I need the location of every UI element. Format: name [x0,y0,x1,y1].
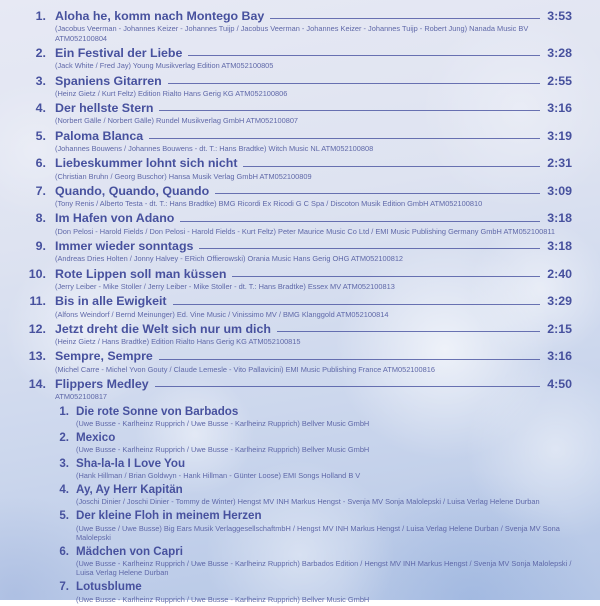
track-title-line [55,184,572,198]
medley-body [76,457,572,481]
track-duration: 2:40 [547,266,572,281]
medley-number: 4. [59,483,69,497]
track-row [20,101,572,126]
track-number: 8. [35,211,46,226]
track-row [20,322,572,347]
track-body [55,322,572,347]
track-row [20,239,572,264]
leader-line [180,220,540,222]
track-body [55,156,572,181]
track-number: 11. [29,294,46,309]
leader-line [159,109,540,111]
track-duration: 2:55 [547,73,572,88]
track-title: Rote Lippen soll man küssen [55,266,227,281]
leader-line [168,82,540,84]
track-title-line [55,349,572,363]
track-body [55,46,572,71]
track-credits: (Tony Renis / Alberto Testa - dt. T.: Hans Bradtke) BMG Ricordi Ex Ricodi G C Spa / Discoton Musik Edition GmbH ATM052100810 [55,199,483,209]
leader-line [155,385,541,387]
track-title-line [55,156,572,170]
track-title: Paloma Blanca [55,128,144,143]
medley-row [55,457,572,481]
medley-title: Der kleine Floh in meinem Herzen [76,509,262,523]
track-body [55,9,572,43]
leader-line [243,165,540,167]
medley-row [55,483,572,507]
medley-number: 5. [59,509,69,523]
track-row [20,267,572,292]
medley-credits: (Joschi Dinier / Joschi Dinier - Tommy de Winter) Hengst MV INH Markus Hengst - Svenja MV Sonja Malolepski / Luisa Verlag Helene Durban [76,497,540,507]
track-credits: (Norbert Gälle / Norbert Gälle) Rundel Musikverlag GmbH ATM052100807 [55,116,299,126]
track-row [20,46,572,71]
track-title-line [55,322,572,336]
medley-list [55,405,572,604]
track-number: 1. [35,9,46,23]
track-number: 6. [35,156,46,171]
track-title: Sempre, Sempre [55,349,153,364]
track-title-line [55,129,572,143]
track-title-line [55,9,572,23]
track-title-line [55,46,572,60]
medley-credits: (Uwe Busse - Karlheinz Rupprich / Uwe Busse - Karlheinz Rupprich) Bellver Music GmbH [76,445,370,455]
track-body [55,184,572,209]
track-number: 12. [28,321,46,336]
medley-number: 2. [59,430,69,444]
medley-row [55,509,572,542]
track-body [55,294,572,319]
medley-row [55,405,572,429]
track-title-line [55,101,572,115]
medley-body [76,431,572,455]
medley-body [76,509,572,542]
track-credits: (Christian Bruhn / Georg Buschor) Hansa Musik Verlag GmbH ATM052100809 [55,171,312,181]
track-duration: 4:50 [547,377,572,392]
medley-credits: (Uwe Busse - Karlheinz Rupprich / Uwe Busse - Karlheinz Rupprich) Bellver Music GmbH [76,594,370,604]
track-row [20,349,572,374]
medley-title: Sha-la-la I Love You [76,456,186,470]
track-credits: (Jack White / Fred Jay) Young Musikverlag Edition ATM052100805 [55,61,274,71]
track-row [20,74,572,99]
track-title-line [55,377,572,391]
medley-title: Mädchen von Capri [76,544,183,558]
medley-body [76,405,572,429]
medley-number: 1. [59,404,69,418]
medley-row [55,545,572,578]
track-credits: ATM052100817 [55,392,108,402]
track-title: Jetzt dreht die Welt sich nur um dich [55,321,271,336]
track-credits: (Heinz Gietz / Kurt Feltz) Edition Rialto Hans Gerig KG ATM052100806 [55,88,288,98]
medley-body [76,580,572,604]
medley-credits: (Uwe Busse - Karlheinz Rupprich / Uwe Busse - Karlheinz Rupprich) Bellver Music GmbH [76,418,370,428]
leader-line [232,275,540,277]
leader-line [159,358,540,360]
track-number: 3. [35,73,46,88]
track-duration: 3:53 [547,9,572,23]
track-title-line [55,211,572,225]
track-credits: (Alfons Weindorf / Bernd Meinunger) Ed. Vine Music / Vinissimo MV / BMG Klanggold ATM052100814 [55,309,389,319]
leader-line [149,137,540,139]
track-row [20,294,572,319]
track-title: Liebeskummer lohnt sich nicht [55,156,238,171]
medley-number: 3. [59,456,69,470]
medley-credits: (Hank Hillman / Brian Goldwyn - Hank Hillman - Günter Loose) EMI Songs Holland B V [76,471,361,481]
leader-line [173,303,541,305]
track-duration: 3:16 [547,101,572,116]
track-title: Flippers Medley [55,377,149,392]
track-row [20,129,572,154]
track-credits: (Andreas Dries Holten / Jonny Halvey - ERich Offierowski) Orania Music Hans Gerig OHG ATM052100812 [55,254,404,264]
track-credits: (Jerry Leiber - Mike Stoller / Jerry Leiber - Mike Stoller - dt. T.: Hans Bradtke) Essex MV ATM052100813 [55,281,395,291]
track-duration: 2:15 [547,321,572,336]
medley-number: 7. [59,580,69,594]
track-duration: 3:18 [547,239,572,254]
track-body [55,239,572,264]
track-title: Bis in alle Ewigkeit [55,294,167,309]
track-title-line [55,74,572,88]
medley-title: Lotusblume [76,580,142,594]
leader-line [277,330,540,332]
track-duration: 3:16 [547,349,572,364]
track-number: 10. [28,266,46,281]
track-number: 14. [28,377,46,392]
leader-line [215,192,540,194]
track-body [55,129,572,154]
medley-row [55,431,572,455]
track-title: Immer wieder sonntags [55,239,194,254]
medley-credits: (Uwe Busse - Karlheinz Rupprich / Uwe Busse - Karlheinz Rupprich) Barbados Edition / Hengst MV INH Markus Hengst / Svenja MV Sonja Malolepski / Luisa Verlag Helene Durban [76,559,572,578]
track-title: Der hellste Stern [55,101,154,116]
track-title: Ein Festival der Liebe [55,45,183,60]
track-duration: 3:28 [547,45,572,60]
leader-line [199,247,540,249]
track-title: Spaniens Gitarren [55,73,162,88]
track-row [20,156,572,181]
track-title-line [55,294,572,308]
track-row [20,377,572,606]
medley-body [76,545,572,578]
track-credits: (Michel Carre - Michel Yvon Gouty / Claude Lemesle - Vito Pallavicini) EMI Music Publishing France ATM052100816 [55,364,435,374]
leader-line [188,54,540,56]
track-duration: 3:19 [547,128,572,143]
track-body [55,101,572,126]
leader-line [270,17,540,19]
track-credits: (Don Pelosi - Harold Fields / Don Pelosi - Harold Fields - Kurt Feltz) Peter Maurice Music Co Ltd / EMI Music Publishing Germany GmbH ATM052100811 [55,226,556,236]
medley-title: Mexico [76,430,116,444]
track-title: Im Hafen von Adano [55,211,175,226]
track-credits: (Jacobus Veerman - Johannes Keizer - Johannes Tuijp / Jacobus Veerman - Johannes Keizer - Johannes Tuijp - Robert Jung) Nanada Music BV ATM052100804 [55,24,529,43]
track-body [55,211,572,236]
track-number: 9. [35,239,46,254]
track-list [20,9,572,606]
medley-body [76,483,572,507]
track-body [55,74,572,99]
track-body [55,377,572,606]
track-number: 13. [28,349,46,364]
medley-credits: (Uwe Busse / Uwe Busse) Big Ears Musik VerlaggesellschaftmbH / Hengst MV INH Markus Hengst / Luisa Verlag Helene Durban / Svenja MV Sona Malolepski [76,523,560,542]
medley-title: Ay, Ay Herr Kapitän [76,483,183,497]
medley-row [55,580,572,604]
track-body [55,267,572,292]
track-duration: 3:18 [547,211,572,226]
track-row [20,9,572,43]
track-title-line [55,267,572,281]
track-duration: 3:29 [547,294,572,309]
track-credits: (Johannes Bouwens / Johannes Bouwens - dt. T.: Hans Bradtke) Witch Music NL ATM052100808 [55,143,374,153]
track-duration: 3:09 [547,183,572,198]
track-row [20,184,572,209]
track-number: 5. [35,128,46,143]
track-title: Aloha he, komm nach Montego Bay [55,9,265,23]
track-row [20,211,572,236]
track-credits: (Heinz Gietz / Hans Bradtke) Edition Rialto Hans Gerig KG ATM052100815 [55,337,301,347]
track-title-line [55,239,572,253]
medley-number: 6. [59,544,69,558]
medley-title: Die rote Sonne von Barbados [76,404,239,418]
track-duration: 2:31 [547,156,572,171]
track-number: 4. [35,101,46,116]
track-number: 2. [35,45,46,60]
track-number: 7. [35,183,46,198]
track-body [55,349,572,374]
track-title: Quando, Quando, Quando [55,183,210,198]
